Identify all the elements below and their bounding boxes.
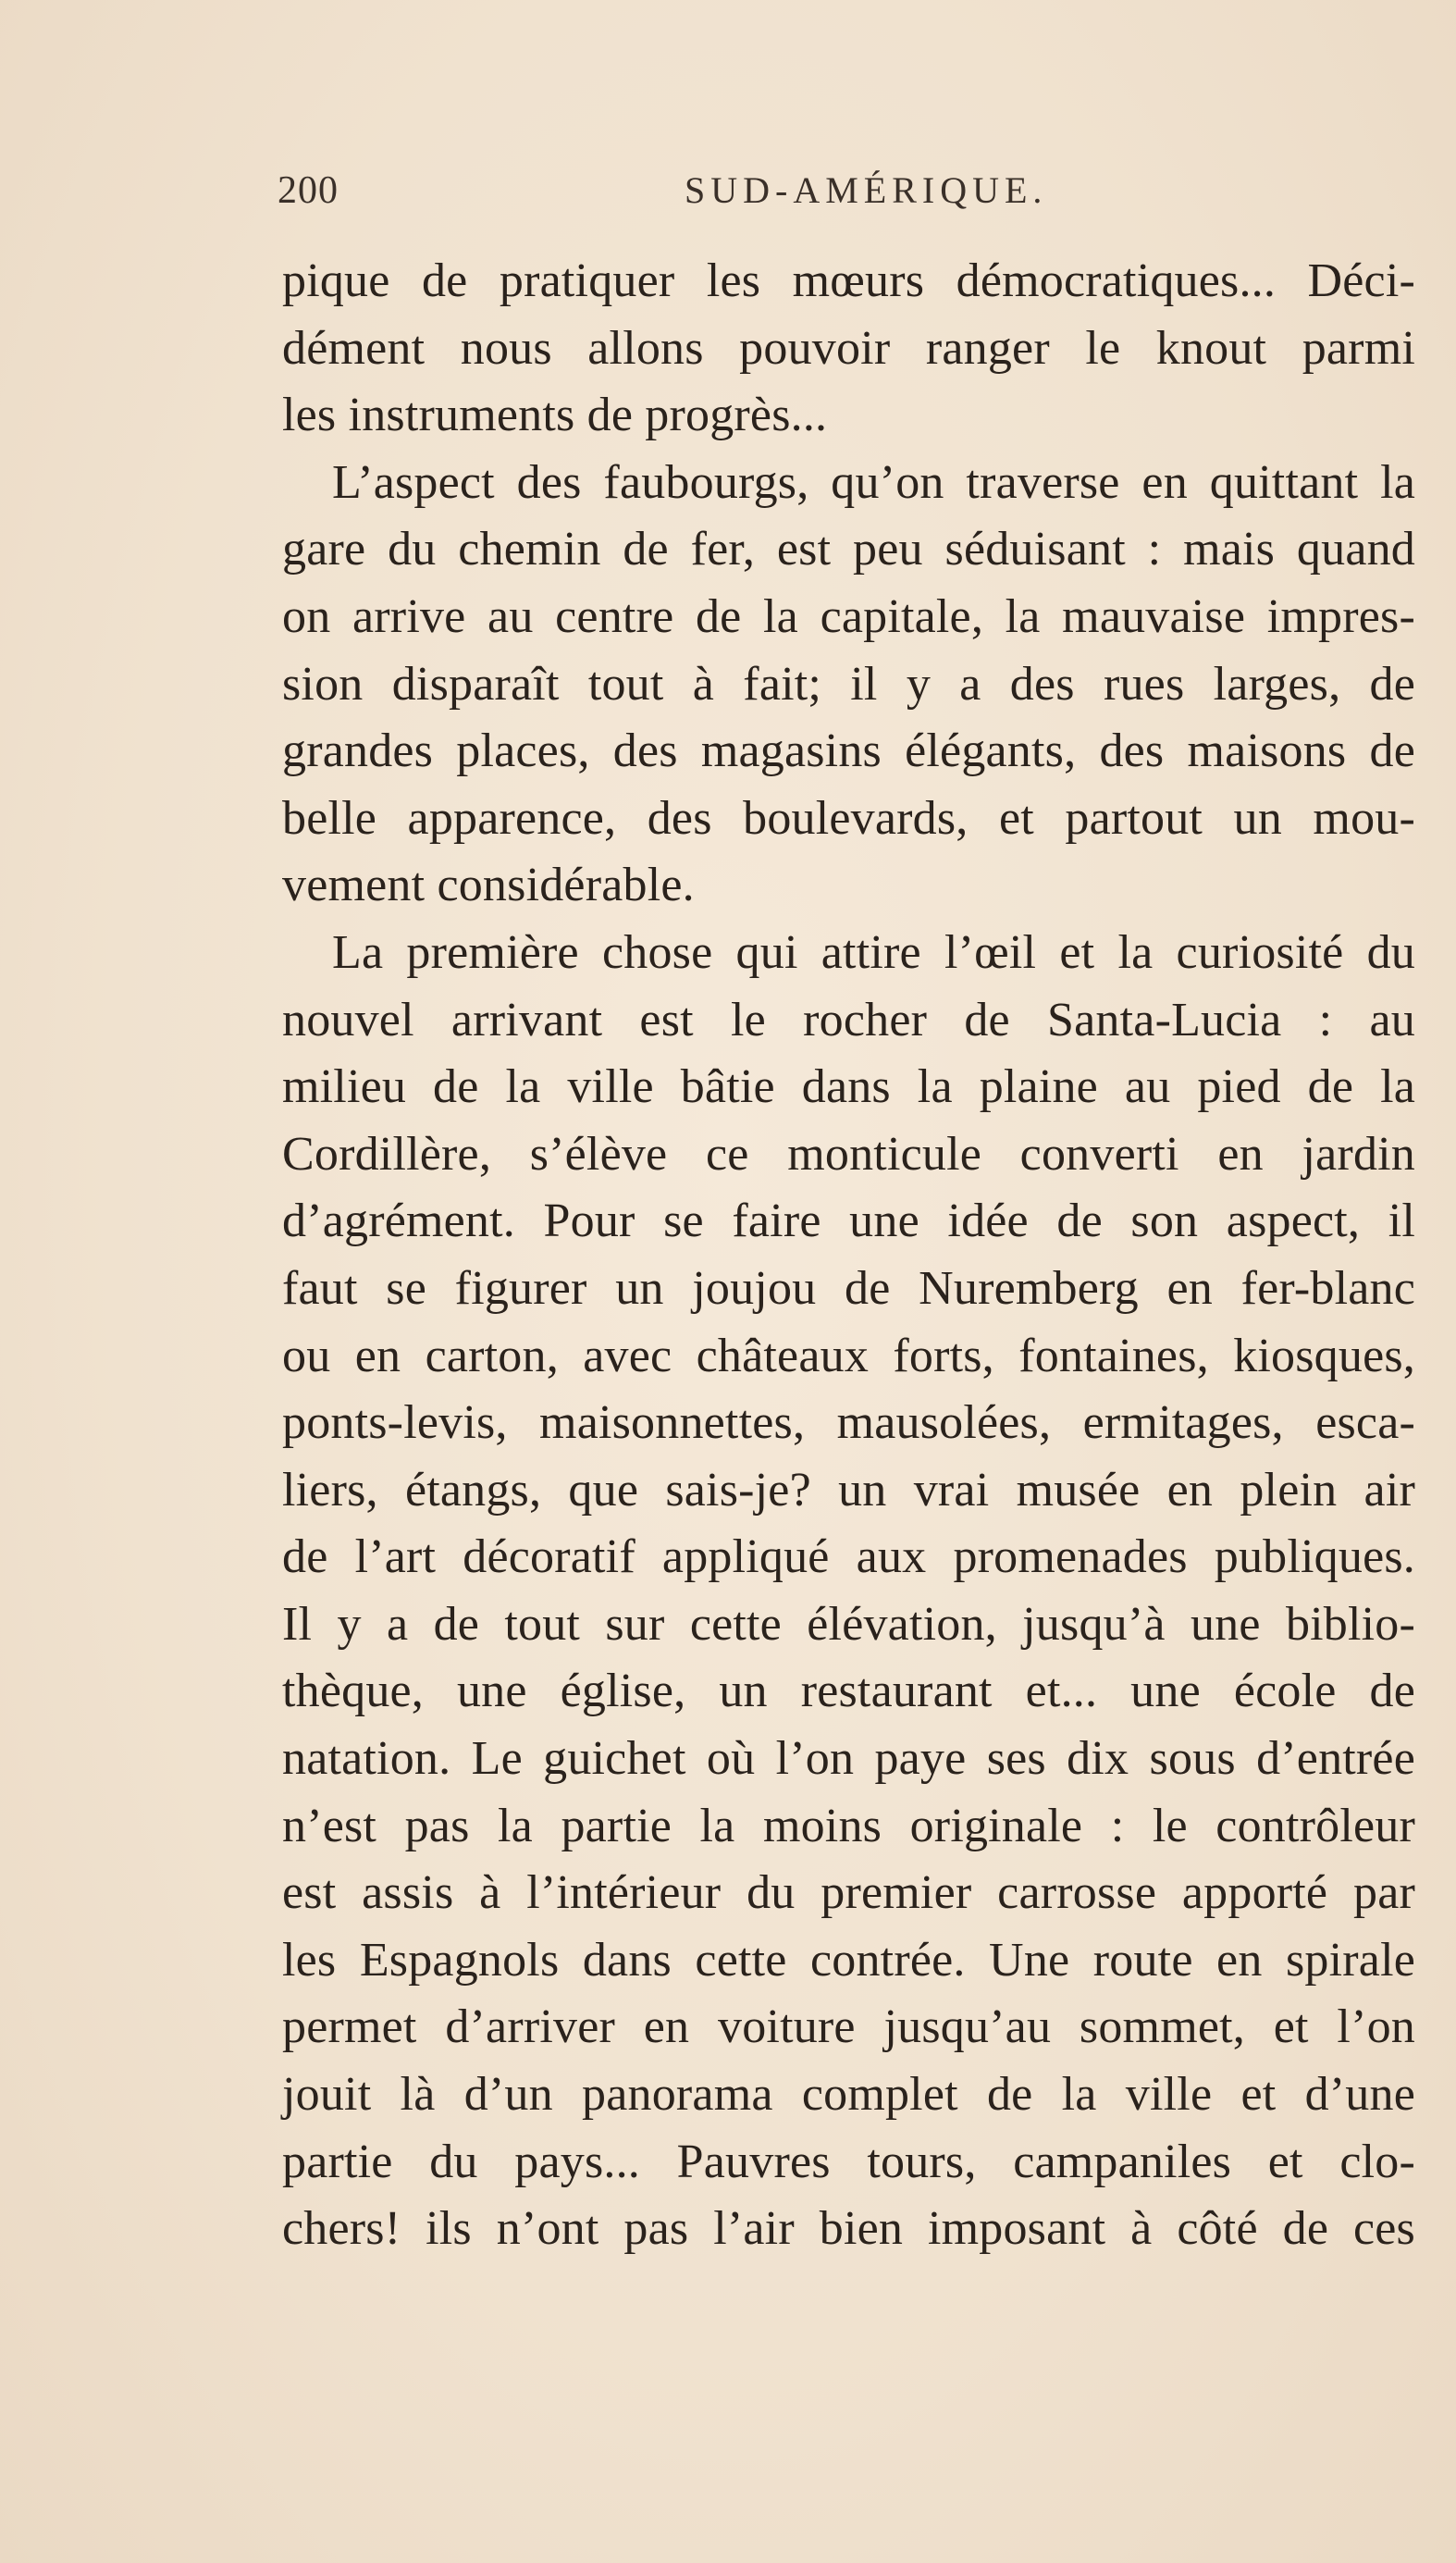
text-line: les instruments de progrès... — [282, 389, 828, 442]
text-line: La première chose qui attire l’œil et la curiosité du — [332, 925, 1415, 979]
text-line: est assis à l’intérieur du premier carrosse apporté par — [282, 1866, 1415, 1920]
text-line: Il y a de tout sur cette élévation, jusqu’à une biblio- — [282, 1597, 1415, 1651]
text-line: permet d’arriver en voiture jusqu’au sommet, et l’on — [282, 2000, 1415, 2054]
text-line: sion disparaît tout à fait; il y a des rues larges, de — [282, 657, 1415, 711]
body-text — [282, 248, 1415, 2263]
text-line: n’est pas la partie la moins originale : le contrôleur — [282, 1799, 1415, 1852]
text-line: thèque, une église, un restaurant et... une école de — [282, 1665, 1415, 1718]
text-line: faut se figurer un joujou de Nuremberg en fer-blanc — [282, 1261, 1415, 1315]
text-line: ou en carton, avec châteaux forts, fontaines, kiosques, — [282, 1329, 1415, 1382]
text-line: dément nous allons pouvoir ranger le knout parmi — [282, 321, 1415, 375]
text-line: grandes places, des magasins élégants, des maisons de — [282, 724, 1415, 778]
page-header — [278, 168, 1203, 224]
page-number: 200 — [278, 169, 339, 212]
text-line: nouvel arrivant est le rocher de Santa-Lucia : au — [282, 993, 1415, 1046]
text-line: pique de pratiquer les mœurs démocratiques... Déci- — [282, 254, 1415, 307]
text-line: Cordillère, s’élève ce monticule converti en jardin — [282, 1127, 1415, 1181]
text-line: chers! ils n’ont pas l’air bien imposant à côté de ces — [282, 2202, 1415, 2256]
text-line: liers, étangs, que sais-je? un vrai musée en plein air — [282, 1463, 1415, 1517]
text-line: ponts-levis, maisonnettes, mausolées, ermitages, esca- — [282, 1396, 1415, 1450]
text-line: partie du pays... Pauvres tours, campaniles et clo- — [282, 2135, 1415, 2188]
text-line: gare du chemin de fer, est peu séduisant : mais quand — [282, 523, 1415, 576]
text-line: milieu de la ville bâtie dans la plaine au pied de la — [282, 1060, 1415, 1114]
text-line: de l’art décoratif appliqué aux promenades publiques. — [282, 1530, 1415, 1584]
text-line: jouit là d’un panorama complet de la ville et d’une — [282, 2068, 1415, 2122]
text-line: d’agrément. Pour se faire une idée de son aspect, il — [282, 1195, 1415, 1248]
text-line: L’aspect des faubourgs, qu’on traverse en quittant la — [332, 455, 1415, 509]
text-line: on arrive au centre de la capitale, la mauvaise impres- — [282, 589, 1415, 643]
text-line: les Espagnols dans cette contrée. Une route en spirale — [282, 1933, 1415, 1987]
running-title: SUD-AMÉRIQUE. — [685, 169, 1048, 211]
text-line: belle apparence, des boulevards, et partout un mou- — [282, 791, 1415, 845]
text-line: natation. Le guichet où l’on paye ses dix sous d’entrée — [282, 1732, 1415, 1786]
text-line: vement considérable. — [282, 859, 695, 912]
